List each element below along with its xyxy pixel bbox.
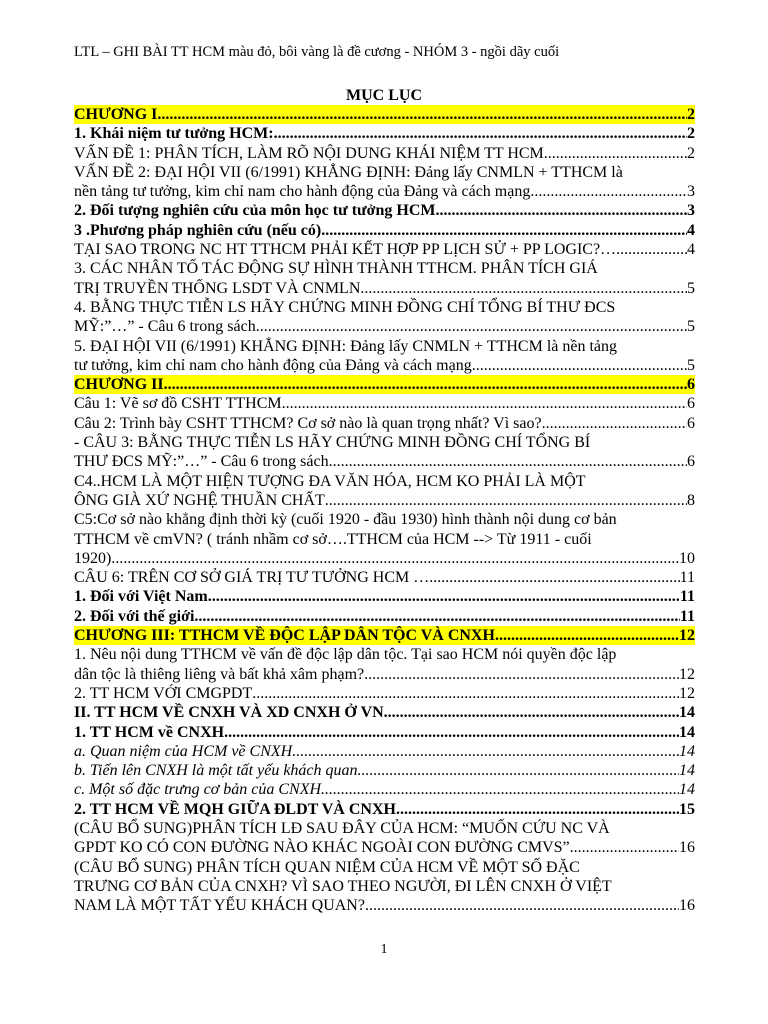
toc-entry-text: C5:Cơ sở nào khẳng định thời kỳ (cuối 1920 - đầu 1930) hình thành nội dung cơ bản [74,511,617,529]
toc-leader-dots [224,723,679,742]
toc-entry-text: CHƯƠNG I. [74,106,162,123]
toc-leader-dots [358,761,679,780]
toc-leader-dots [321,780,679,799]
toc-entry[interactable] [74,201,695,220]
toc-entry[interactable] [74,684,695,703]
toc-entry-text: 1. Nêu nội dung TTHCM về vấn đề độc lập dân tộc. Tại sao HCM nói quyền độc lập [74,646,617,664]
toc-leader-dots [111,549,679,568]
toc-entry-text: ÔNG GIÀ XỨ NGHỆ THUẦN CHẤT [74,491,325,509]
toc-leader-dots [360,279,687,298]
toc-entry-text: (CÂU BỔ SUNG)PHÂN TÍCH LĐ SAU ĐÂY CỦA HCM: “MUỐN CỨU NC VÀ [74,819,610,837]
toc-entry[interactable] [74,259,695,298]
toc-entry[interactable] [74,394,695,413]
toc-entry[interactable] [74,144,695,163]
toc-page-number: 14 [679,781,695,799]
toc-leader-dots [495,626,679,645]
toc-page-number: 14 [679,704,695,722]
toc-page-number: 12 [679,684,695,702]
toc-leader-dots [544,144,687,163]
toc-page-number: 4 [687,241,695,259]
toc-entry-text: - CÂU 3: BẰNG THỰC TIỄN LS HÃY CHỨNG MINH ĐỒNG CHÍ TỔNG BÍ [74,434,591,452]
toc-leader-dots [530,182,687,201]
toc-entry-text: 2. Đối tượng nghiên cứu của môn học tư tưởng HCM [74,202,436,220]
toc-entry-text: CHƯƠNG II. [74,376,168,394]
toc-entry[interactable] [74,780,695,799]
toc-entry-text: GPDT KO CÓ CON ĐƯỜNG NÀO KHÁC NGOÀI CON ĐƯỜNG CMVS” [74,839,570,857]
toc-page-number: 8 [687,491,695,509]
toc-leader-dots [384,703,679,722]
toc-entry[interactable] [74,568,695,587]
toc-entry-text: CÂU 6: TRÊN CƠ SỞ GIÁ TRỊ TƯ TƯỞNG HCM … [74,569,430,587]
toc-leader-dots [194,607,679,626]
toc-page-number: 11 [679,607,695,625]
toc-entry[interactable] [74,472,695,511]
toc-page-number: 5 [687,356,695,374]
toc-entry[interactable] [74,761,695,780]
toc-entry[interactable] [74,858,695,916]
document-header: LTL – GHI BÀI TT HCM màu đỏ, bôi vàng là đề cương - NHÓM 3 - ngồi dãy cuối [74,44,560,60]
toc-page-number: 5 [687,279,695,297]
toc-page-number: 4 [687,221,695,239]
toc-entry-text: 2. Đối với thế giới [74,607,195,625]
toc-entry[interactable] [74,414,695,433]
toc-entry-text: a. Quan niệm của HCM về CNXH [74,742,293,760]
toc-page-number: 3 [687,202,695,220]
toc-leader-dots [274,124,687,143]
toc-entry-text: Câu 2: Trình bày CSHT TTHCM? Cơ sở nào là quan trọng nhất? Vì sao? [74,414,542,432]
toc-page-number: 5 [687,318,695,336]
toc-leader-dots [252,684,679,703]
toc-entry-text: TTHCM về cmVN? ( tránh nhầm cơ sở….TTHCM của HCM --> Từ 1911 - cuối [74,530,592,548]
toc-entry-text: dân tộc là thiêng liêng và bất khả xâm phạm? [74,665,365,683]
toc-leader-dots [256,317,687,336]
toc-entry-text: 1. Đối với Việt Nam [74,588,208,606]
toc-leader-dots [282,394,687,413]
toc-page-number: 3 [687,183,695,201]
toc-entry-text: THƯ ĐCS MỸ:”…” - Câu 6 trong sách [74,453,329,471]
toc-entry[interactable] [74,240,695,259]
table-of-contents [74,105,695,915]
toc-leader-dots [472,356,687,375]
toc-page-number: 6 [687,414,695,432]
toc-entry[interactable] [74,433,695,472]
toc-entry-text: TRỊ TRUYỀN THỐNG LSDT VÀ CNMLN [74,279,361,297]
toc-entry[interactable] [74,626,695,645]
toc-page-number: 15 [679,800,695,818]
toc-leader-dots [542,414,687,433]
toc-page-number: 6 [687,453,695,471]
toc-leader-dots [396,800,679,819]
toc-entry[interactable] [74,337,695,376]
toc-page-number: 2 [687,106,695,123]
toc-leader-dots [365,896,679,915]
toc-entry-text: II. TT HCM VỀ CNXH VÀ XD CNXH Ở VN [74,704,384,722]
toc-entry-text: C4..HCM LÀ MỘT HIỆN TƯỢNG ĐA VĂN HÓA, HCM KO PHẢI LÀ MỘT [74,472,586,490]
toc-leader-dots [325,491,687,510]
toc-entry-text: Câu 1: Vẽ sơ đồ CSHT TTHCM [74,395,282,413]
toc-page-number: 14 [679,742,695,760]
toc-entry-text: 3 .Phương pháp nghiên cứu (nếu có) [74,221,322,239]
toc-page-number: 11 [679,588,695,606]
toc-entry-text: VẤN ĐỀ 1: PHÂN TÍCH, LÀM RÕ NỘI DUNG KHÁI NIỆM TT HCM [74,144,544,162]
toc-entry[interactable] [74,375,695,394]
toc-entry-text: b. Tiến lên CNXH là một tất yếu khách quan [74,762,358,780]
toc-leader-dots [329,452,687,471]
toc-entry[interactable] [74,587,695,606]
toc-page-number: 6 [687,376,695,394]
toc-leader-dots [364,665,679,684]
toc-entry[interactable] [74,723,695,742]
toc-page-number: 11 [679,569,695,587]
toc-page-number: 2 [687,125,695,143]
toc-leader-dots [429,568,679,587]
toc-leader-dots [161,105,687,124]
toc-entry[interactable] [74,105,695,124]
toc-entry[interactable] [74,703,695,722]
toc-entry-text: CHƯƠNG III: TTHCM VỀ ĐỘC LẬP DÂN TỘC VÀ CNXH [74,627,495,645]
toc-entry-text: tư tưởng, kim chỉ nam cho hành động của Đảng và cách mạng [74,356,472,374]
toc-entry[interactable] [74,742,695,761]
toc-entry-text: 1920) [74,549,112,567]
toc-entry-text: TẠI SAO TRONG NC HT TTHCM PHẢI KẾT HỢP PP LỊCH SỬ + PP LOGIC?… [74,241,617,259]
toc-entry[interactable] [74,124,695,143]
toc-entry-text: 2. TT HCM VỀ MQH GIỮA ĐLDT VÀ CNXH [74,800,396,818]
toc-page-number: 10 [679,549,695,567]
toc-leader-dots [208,587,680,606]
toc-entry[interactable] [74,645,695,684]
toc-title: MỤC LỤC [346,87,422,104]
toc-entry-text: 1. TT HCM về CNXH [74,723,225,741]
toc-entry-text: nền tảng tư tưởng, kim chỉ nam cho hành động của Đảng và cách mạng [74,183,531,201]
toc-page-number: 14 [679,762,695,780]
toc-entry[interactable] [74,298,695,337]
toc-entry-text: NAM LÀ MỘT TẤT YẾU KHÁCH QUAN? [74,897,365,915]
toc-leader-dots [168,375,687,394]
toc-entry[interactable] [74,607,695,626]
toc-page-number: 6 [687,395,695,413]
toc-leader-dots [292,742,679,761]
toc-entry[interactable] [74,221,695,240]
toc-leader-dots [570,838,679,857]
toc-entry-text: TRƯNG CƠ BẢN CỦA CNXH? VÌ SAO THEO NGƯỜI, ĐI LÊN CNXH Ở VIỆT [74,877,612,895]
toc-entry[interactable] [74,510,695,568]
toc-entry-text: 2. TT HCM VỚI CMGPDT [74,684,253,702]
toc-leader-dots [435,201,687,220]
toc-entry[interactable] [74,819,695,858]
toc-entry-text: 5. ĐẠI HỘI VII (6/1991) KHẲNG ĐỊNH: Đảng lấy CNMLN + TTHCM là nền tảng [74,337,618,355]
toc-entry-text: (CÂU BỔ SUNG) PHÂN TÍCH QUAN NIỆM CỦA HCM VỀ MỘT SỐ ĐẶC [74,858,580,876]
toc-entry-text: 1. Khái niệm tư tưởng HCM: [74,125,274,143]
toc-entry[interactable] [74,800,695,819]
toc-page-number: 12 [679,627,695,645]
toc-entry-text: c. Một số đặc trưng cơ bản của CNXH [74,781,322,799]
toc-leader-dots [321,221,687,240]
toc-page-number: 16 [679,897,695,915]
toc-entry-text: 4. BẰNG THỰC TIỄN LS HÃY CHỨNG MINH ĐỒNG CHÍ TỔNG BÍ THƯ ĐCS [74,298,616,316]
toc-page-number: 2 [687,144,695,162]
toc-entry-text: MỸ:”…” - Câu 6 trong sách [74,318,256,336]
toc-entry[interactable] [74,163,695,202]
toc-page-number: 16 [679,839,695,857]
toc-page-number: 14 [679,723,695,741]
toc-leader-dots [616,240,687,259]
page-number: 1 [380,942,388,957]
toc-entry-text: VẤN ĐỀ 2: ĐẠI HỘI VII (6/1991) KHẲNG ĐỊNH: Đảng lấy CNMLN + TTHCM là [74,163,623,181]
toc-page-number: 12 [679,665,695,683]
toc-entry-text: 3. CÁC NHÂN TỐ TÁC ĐỘNG SỰ HÌNH THÀNH TTHCM. PHÂN TÍCH GIÁ [74,260,598,278]
